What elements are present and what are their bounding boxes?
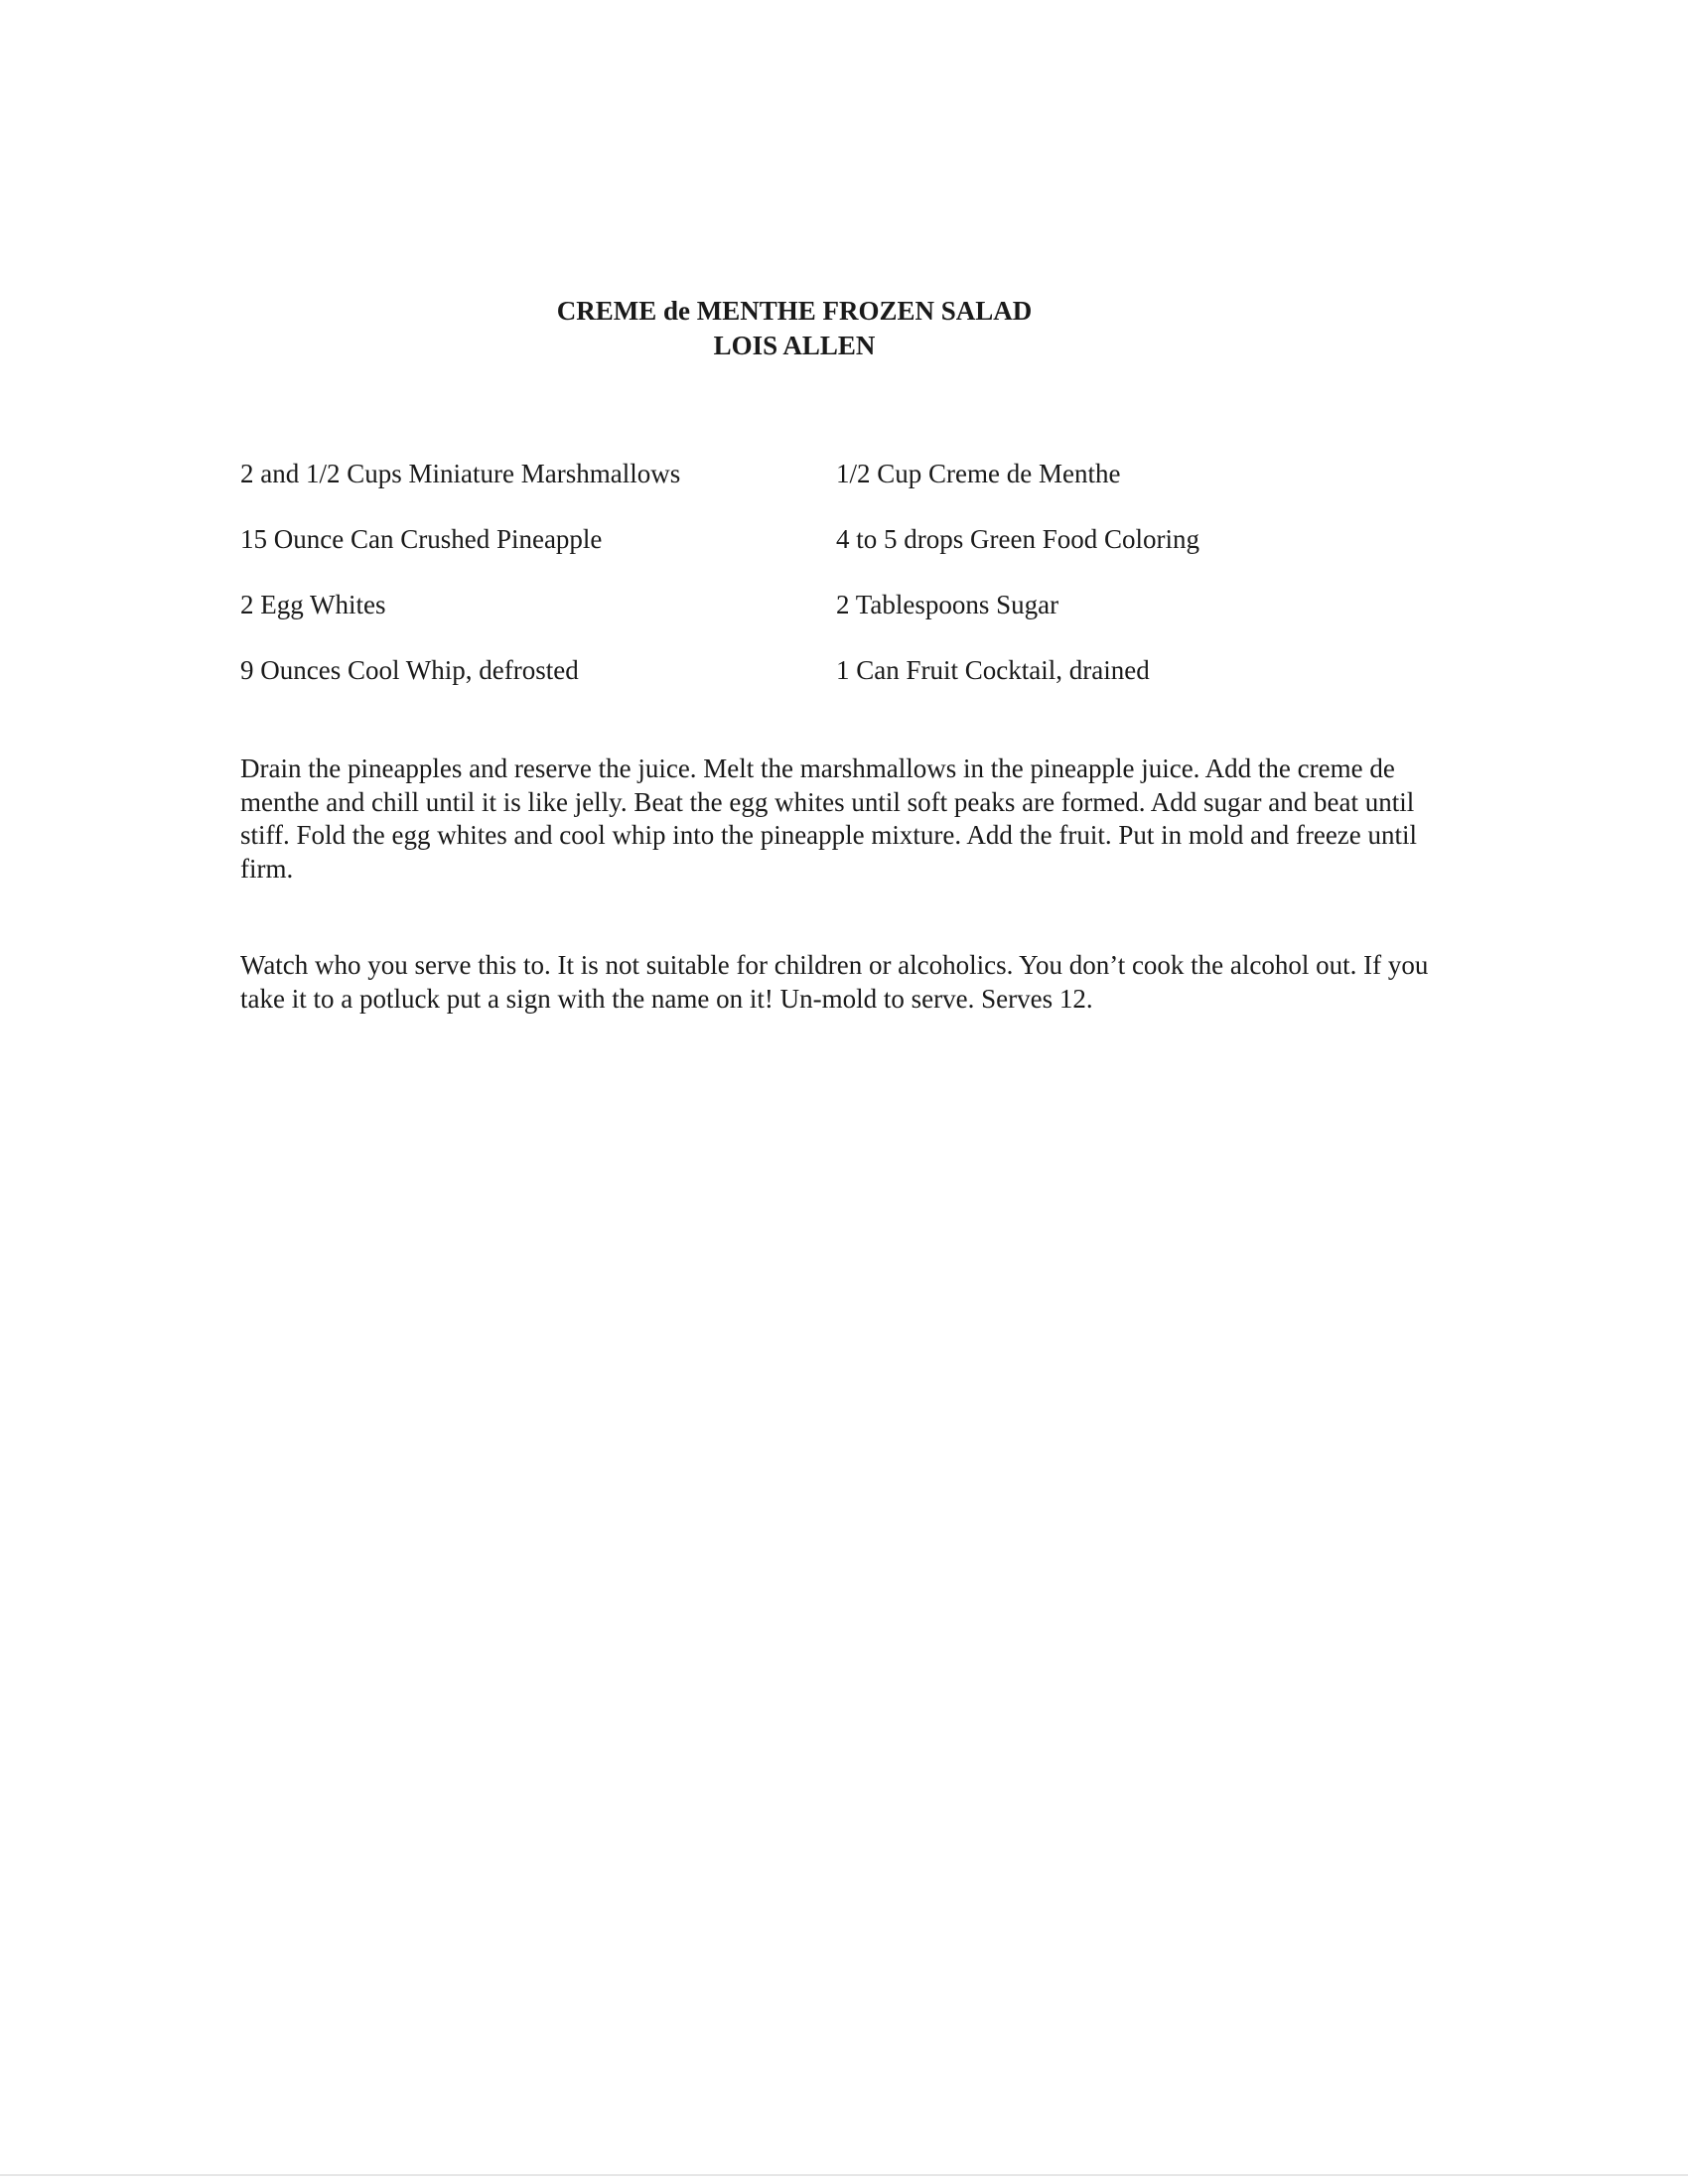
ingredient-item: 2 and 1/2 Cups Miniature Marshmallows	[240, 459, 681, 488]
scan-edge-line	[0, 2174, 1688, 2176]
instructions-paragraph: Drain the pineapples and reserve the juice. Melt the marshmallows in the pineapple juice. Add the creme de menthe and chill until it is like jelly. Beat the egg whites until soft peaks are formed. Add sugar and beat until stiff. Fold the egg whites and cool whip into the pineapple mixture. Add the fruit. Put in mold and freeze until firm.	[240, 753, 1418, 884]
ingredient-row	[240, 651, 1432, 717]
ingredient-item: 15 Ounce Can Crushed Pineapple	[240, 524, 603, 554]
note-paragraph: Watch who you serve this to. It is not suitable for children or alcoholics. You don’t cook the alcohol out. If you take it to a potluck put a sign with the name on it! Un-mold to serve. Serves 12.	[240, 950, 1429, 1014]
recipe-author: LOIS ALLEN	[713, 331, 876, 360]
recipe-header	[0, 294, 1589, 363]
ingredient-list	[240, 455, 1432, 717]
ingredient-item: 2 Tablespoons Sugar	[836, 590, 1059, 619]
ingredient-item: 4 to 5 drops Green Food Coloring	[836, 524, 1199, 554]
ingredient-item: 2 Egg Whites	[240, 590, 386, 619]
ingredient-row	[240, 455, 1432, 520]
ingredient-item: 1 Can Fruit Cocktail, drained	[836, 655, 1150, 685]
ingredient-row	[240, 520, 1432, 586]
ingredient-row	[240, 586, 1432, 651]
ingredient-item: 1/2 Cup Creme de Menthe	[836, 459, 1121, 488]
ingredient-item: 9 Ounces Cool Whip, defrosted	[240, 655, 579, 685]
recipe-title: CREME de MENTHE FROZEN SALAD	[556, 296, 1033, 326]
